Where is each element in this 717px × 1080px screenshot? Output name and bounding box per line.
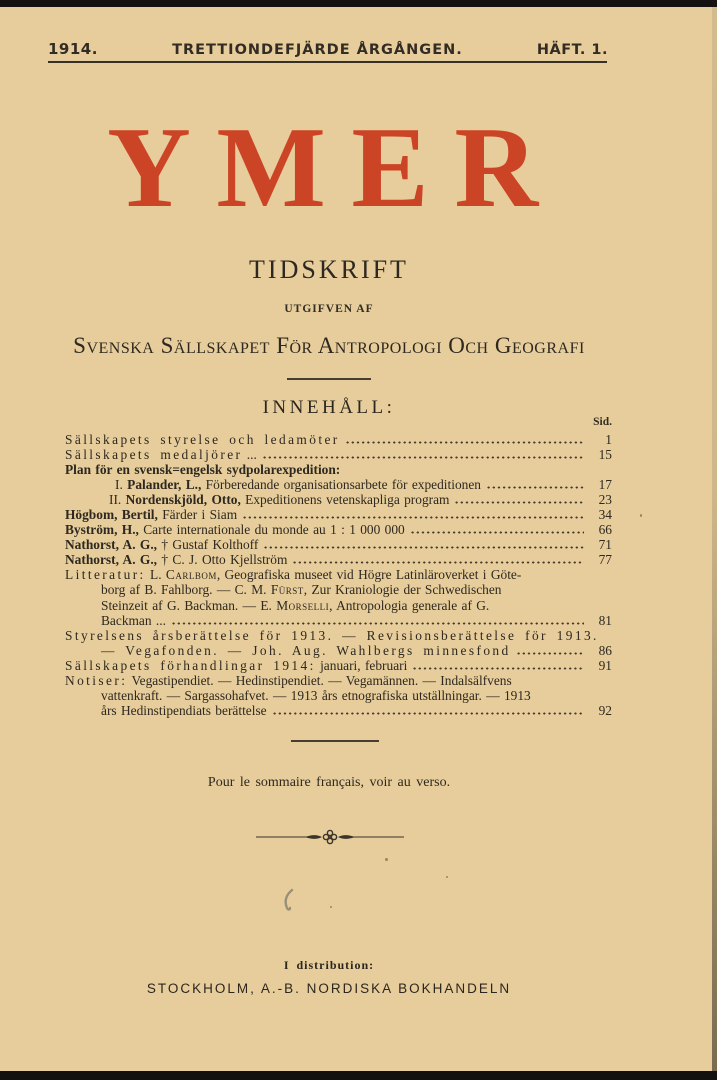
scan-edge-top [0,0,717,7]
dotted-leader [345,441,584,444]
toc-line [65,598,612,613]
toc-entry-text: Notiser: Vegastipendiet. — Hedinstipendiet. — Vegamännen. — Indalsälfvens [65,672,512,688]
toc-line [65,492,612,507]
dotted-leader [272,712,584,715]
toc-entry-text: borg af B. Fahlborg. — C. M. Fürst, Zur Kraniologie der Schwedischen [101,582,502,598]
dotted-leader [412,667,584,670]
page-column-label: Sid. [593,416,612,428]
toc-page-number: 92 [598,702,612,718]
paper-speck [330,906,332,908]
toc-entry-text: Högbom, Bertil, Färder i Siam [65,507,238,523]
dotted-leader [486,486,584,489]
journal-title: YMER [107,104,564,232]
divider-rule [291,740,379,742]
toc-page-number: 1 [605,432,612,447]
dotted-leader [242,516,584,519]
toc-entry-text: Sällskapets medaljörer ... [65,447,257,463]
toc-line [65,688,612,703]
toc-line [65,613,612,628]
toc-line [65,477,612,492]
masthead [48,40,608,58]
dotted-leader [263,546,584,549]
scan-edge-bottom [0,1071,717,1080]
contents-heading: INNEHÅLL: [262,397,396,418]
society-name: Svenska Sällskapet För Antropologi Och Geografi [73,333,585,358]
toc-page-number: 66 [598,522,612,538]
publisher-name: STOCKHOLM, A.-B. NORDISKA BOKHANDELN [146,981,512,996]
toc-line [65,703,612,718]
toc-line [65,462,612,477]
toc-line [65,537,612,552]
toc-entry-text: Byström, H., Carte internationale du monde au 1 : 1 000 000 [65,522,405,538]
french-summary-note: Pour le sommaire français, voir au verso. [207,775,451,790]
toc-entry-text: — Vegafonden. — Joh. Aug. Wahlbergs minnesfond [101,642,511,658]
masthead-year: 1914. [48,40,98,58]
toc-line [65,432,612,447]
masthead-issue: HÄFT. 1. [536,42,608,58]
published-by-label: UTGIFVEN AF [284,303,374,315]
toc-line [65,522,612,537]
toc-page-number: 71 [598,537,612,553]
journal-subtitle: TIDSKRIFT [249,255,409,284]
divider-rule [287,378,371,380]
toc-entry-text: Backman ... [101,612,166,628]
toc-line [65,582,612,597]
dotted-leader [454,501,584,504]
toc-entry-text: Nathorst, A. G., † C. J. Otto Kjellström [65,552,288,568]
toc-page-number: 15 [598,447,612,463]
paper-speck [640,514,642,517]
toc-entry-text: Sällskapets styrelse och ledamöter [65,432,340,447]
toc-entry-text: Nathorst, A. G., † Gustaf Kolthoff [65,537,259,553]
toc-entry-text: års Hedinstipendiats berättelse [101,702,267,718]
toc-entry-text: I. Palander, L., Förberedande organisationsarbete för expeditionen [115,477,481,493]
toc-page-number: 34 [598,507,612,523]
toc-page-number: 77 [598,552,612,568]
dotted-leader [262,456,584,459]
toc-line [65,567,612,582]
dotted-leader [171,622,584,625]
toc-entry-text: II. Nordenskjöld, Otto, Expeditionens vetenskapliga program [109,492,450,508]
toc-line [65,673,612,688]
toc-page-number: 17 [598,477,612,493]
toc-line [65,658,612,673]
toc-list [65,432,612,718]
toc-page-number: 23 [598,492,612,508]
toc-line [65,507,612,522]
paper-speck [385,858,388,861]
toc-entry-text: Steinzeit af G. Backman. — E. Morselli, Antropologia generale af G. [101,597,490,613]
toc-line [65,552,612,567]
toc-entry-text: Litteratur: L. Carlbom, Geografiska museet vid Högre Latinläroverket i Göte- [65,567,522,583]
masthead-volume: TRETTIONDEFJÄRDE ÅRGÅNGEN. [172,42,463,58]
toc-entry-text: Plan för en svensk=engelsk sydpolarexpedition: [65,462,341,478]
toc-entry-text: vattenkraft. — Sargassohafvet. — 1913 års etnografiska utställningar. — 1913 [101,687,531,703]
dotted-leader [292,561,584,564]
distribution-label: I distribution: [283,958,375,972]
toc-line [65,628,612,643]
divider-ornament [255,829,405,845]
toc-entry-text: Sällskapets förhandlingar 1914: januari, februari [65,657,408,673]
toc-entry-text: Styrelsens årsberättelse för 1913. — Revisionsberättelse för 1913. [65,627,599,643]
toc-page-number: 86 [598,642,612,658]
pencil-mark [280,888,296,914]
masthead-rule [48,61,607,63]
paper-speck [446,876,448,878]
toc-line [65,643,612,658]
toc-line [65,447,612,462]
toc-page-number: 91 [598,657,612,673]
dotted-leader [516,652,584,655]
dotted-leader [410,531,584,534]
scan-edge-right [712,0,717,1080]
toc-page-number: 81 [598,612,612,628]
